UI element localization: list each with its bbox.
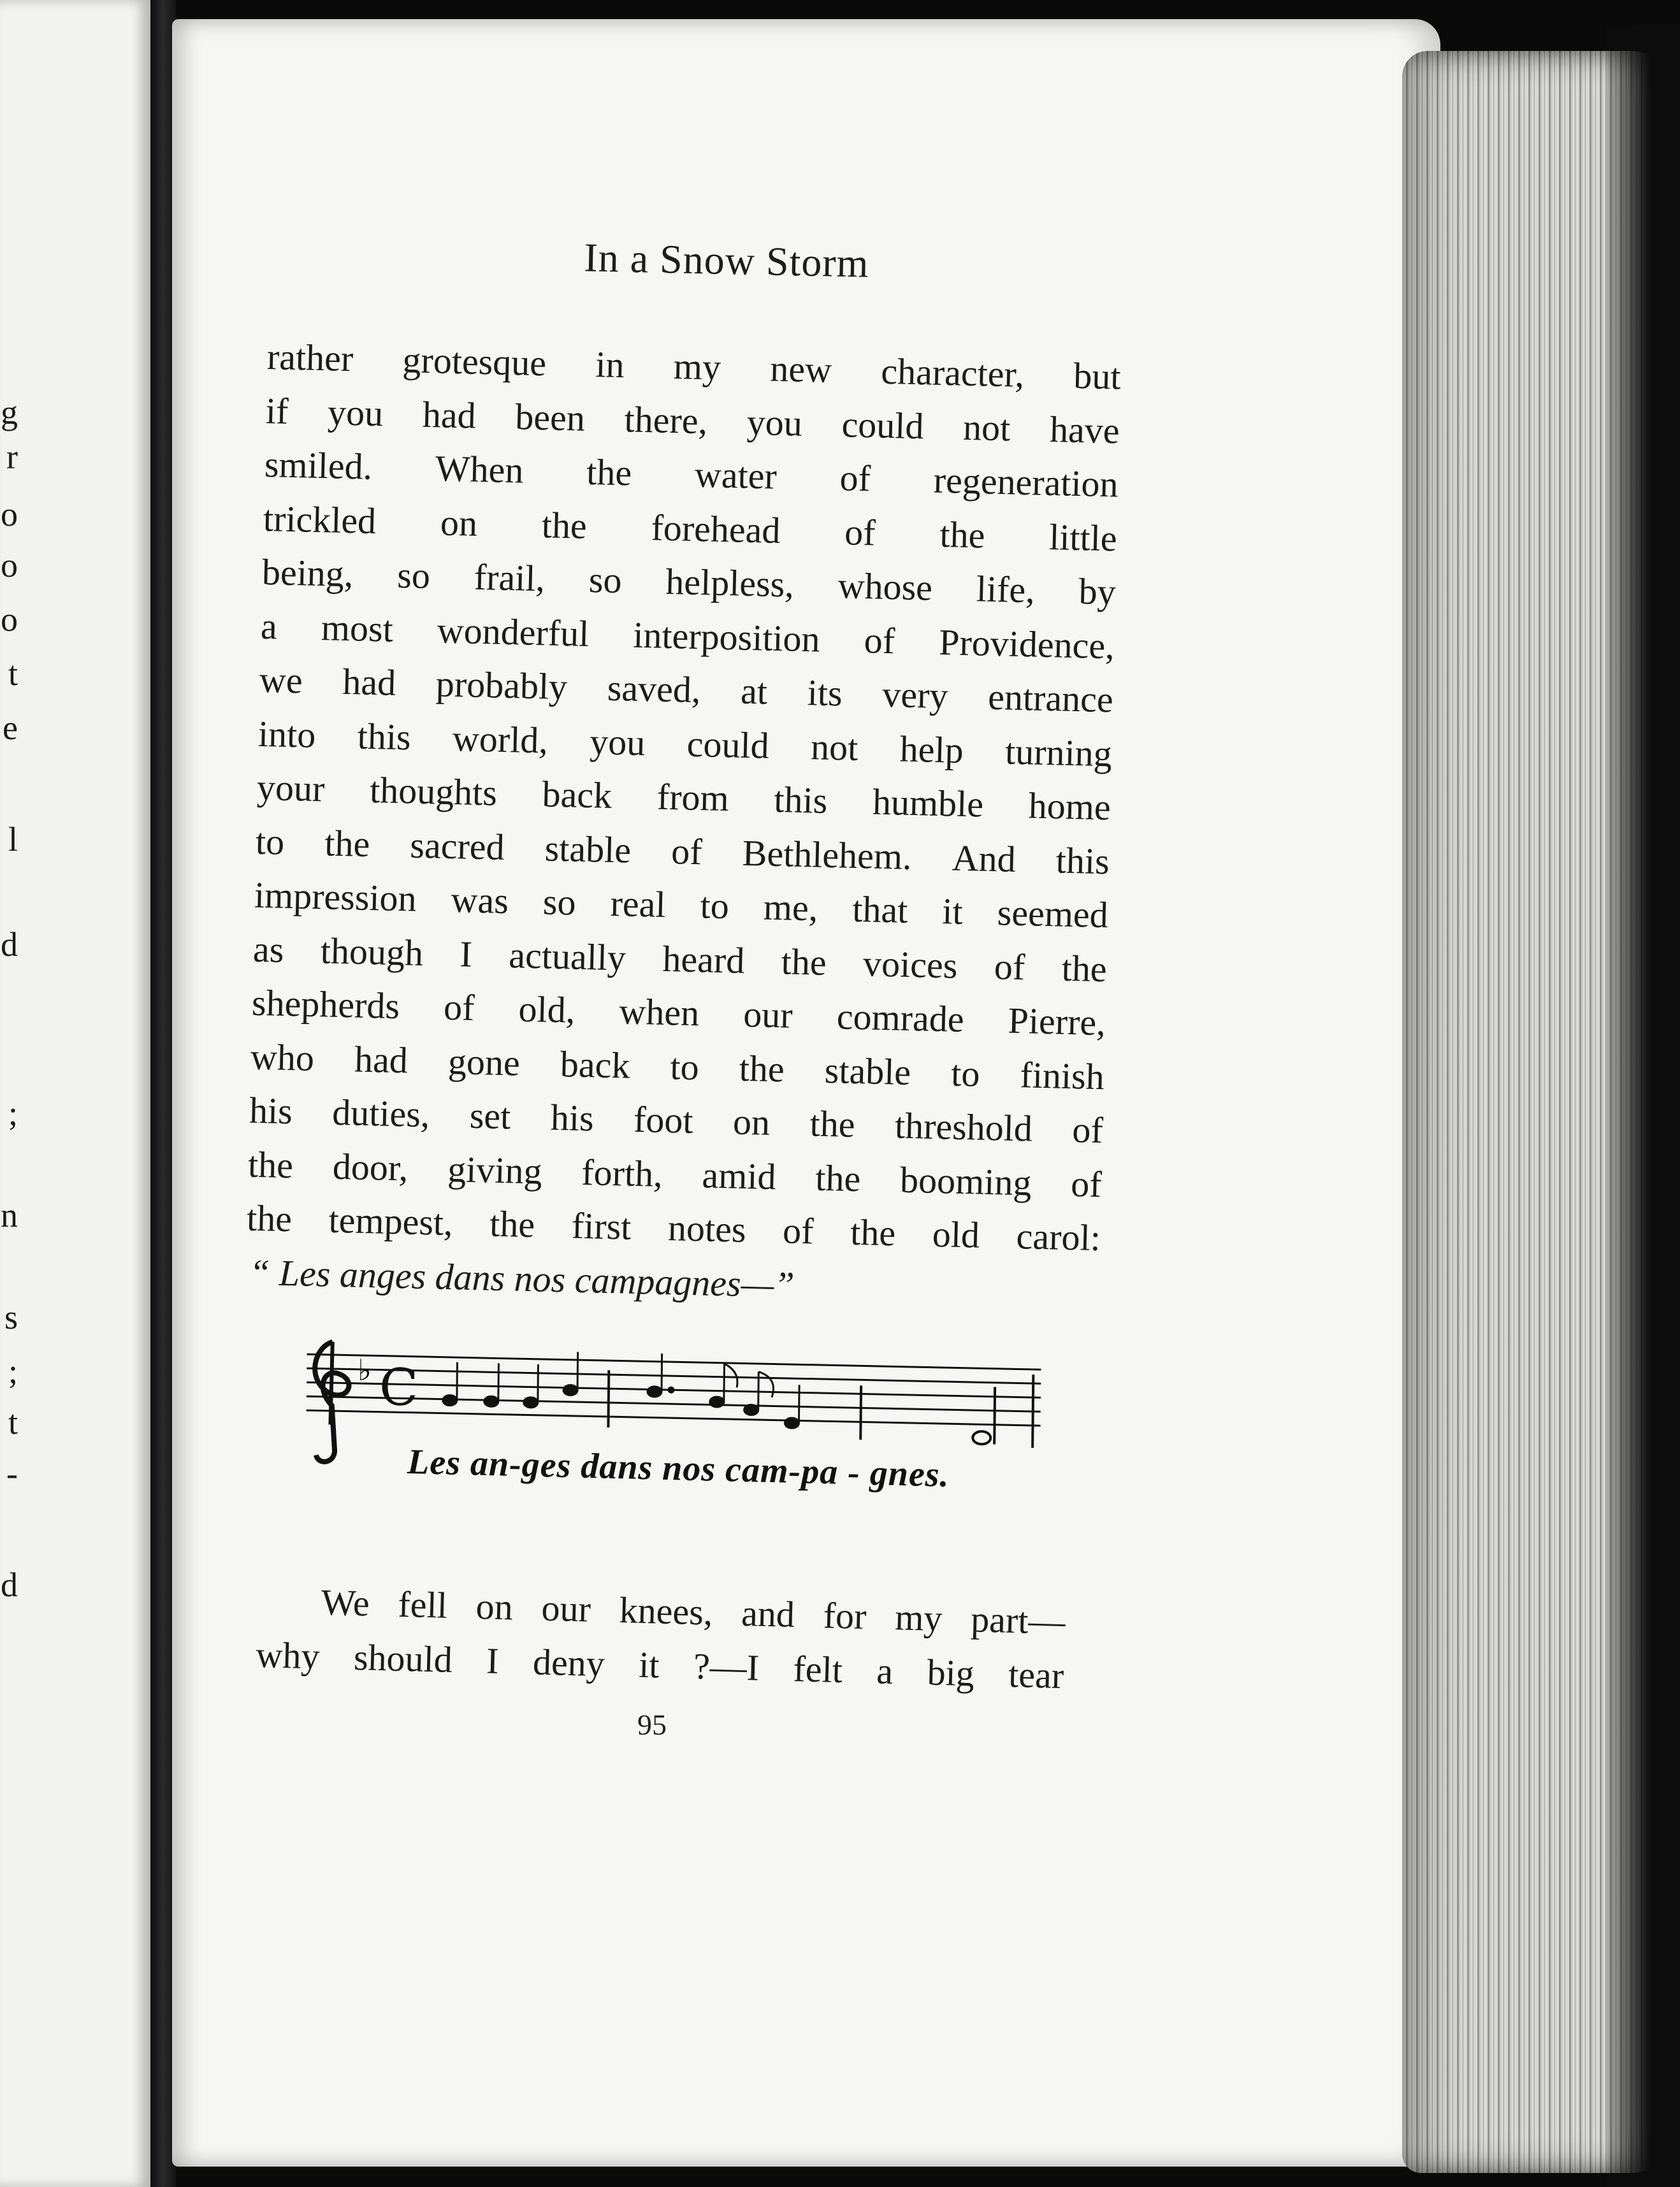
word: my	[894, 1596, 943, 1640]
word: character,	[880, 350, 1025, 395]
word: you	[589, 720, 646, 763]
edge-char: o	[1, 600, 18, 639]
word: there,	[623, 398, 708, 442]
word: tempest,	[328, 1199, 454, 1244]
word: stable	[544, 826, 632, 871]
key-signature: ♭	[358, 1353, 372, 1388]
word: the	[809, 1102, 856, 1146]
word: sacred	[409, 823, 505, 868]
edge-char: g	[1, 393, 18, 431]
edge-char: d	[1, 925, 18, 964]
word: entrance	[987, 675, 1114, 721]
word: deny	[532, 1640, 605, 1684]
word: knees,	[618, 1589, 714, 1633]
word: grotesque	[402, 339, 547, 384]
word: home	[1028, 784, 1112, 828]
word: We	[321, 1581, 370, 1624]
word: into	[257, 712, 317, 756]
dot	[669, 1387, 674, 1392]
word: the	[247, 1143, 294, 1186]
word: on	[732, 1101, 771, 1143]
word: a	[876, 1649, 894, 1692]
word: back	[541, 773, 612, 816]
word: the	[541, 503, 588, 547]
word: this	[357, 715, 412, 758]
word: so	[396, 554, 431, 597]
word: of	[782, 1209, 815, 1252]
word: I	[486, 1639, 500, 1682]
word: my	[673, 345, 721, 388]
edge-char: ;	[8, 1352, 18, 1390]
word: to	[950, 1052, 981, 1095]
word: When	[435, 447, 525, 491]
music-lyric: Les an-ges dans nos cam-pa - gnes.	[407, 1441, 950, 1495]
word: interposition	[632, 614, 821, 660]
word: on	[440, 501, 478, 544]
word: humble	[872, 781, 984, 825]
word: for	[822, 1594, 867, 1637]
word: why	[255, 1633, 321, 1677]
word: this	[1055, 839, 1110, 882]
music-notation	[293, 1329, 1046, 1527]
edge-char: n	[1, 1196, 18, 1234]
word: tear	[1008, 1653, 1065, 1696]
word: the	[781, 940, 827, 983]
word: had	[354, 1038, 409, 1081]
note	[648, 1387, 662, 1397]
word: the	[739, 1047, 785, 1090]
word: could	[686, 723, 770, 767]
word: heard	[662, 937, 746, 981]
edge-char: s	[4, 1298, 18, 1336]
word: not	[962, 406, 1011, 449]
word: rather	[266, 335, 354, 380]
word: duties,	[331, 1091, 431, 1136]
word: though	[320, 929, 424, 974]
word: it	[941, 890, 964, 932]
word: first	[571, 1204, 632, 1248]
edge-char: o	[1, 546, 18, 584]
word: threshold	[894, 1104, 1033, 1150]
note	[524, 1397, 538, 1408]
word: by	[1078, 570, 1117, 613]
word: to	[699, 884, 730, 927]
edge-char: d	[1, 1566, 18, 1604]
word: I	[459, 932, 473, 975]
word: of	[1070, 1162, 1103, 1205]
word: turning	[1004, 730, 1113, 774]
word: you	[746, 401, 803, 444]
page-number: 95	[637, 1708, 667, 1741]
word: this	[773, 778, 829, 821]
word: old	[932, 1213, 980, 1256]
word: should	[353, 1636, 453, 1680]
word: foot	[633, 1098, 694, 1142]
word: and	[741, 1592, 795, 1636]
flag	[724, 1364, 737, 1387]
word: forth,	[581, 1151, 663, 1195]
word: its	[807, 672, 843, 714]
word: we	[259, 658, 303, 702]
word: world,	[452, 717, 549, 761]
word: the	[586, 451, 632, 494]
word: the	[246, 1197, 293, 1240]
word: the	[324, 821, 371, 865]
word: voices	[862, 942, 959, 986]
word: of	[994, 945, 1026, 988]
word: could	[841, 403, 925, 447]
word: to	[669, 1045, 700, 1088]
edge-char: l	[8, 820, 18, 858]
word: his	[249, 1089, 293, 1132]
word: when	[618, 990, 700, 1034]
word: real	[609, 882, 667, 925]
word: gone	[447, 1040, 521, 1084]
notes	[442, 1350, 1033, 1448]
word: stable	[824, 1049, 911, 1093]
word: of	[443, 986, 475, 1029]
word: back	[560, 1043, 631, 1086]
word: not	[810, 725, 859, 769]
word: have	[1049, 408, 1120, 452]
edge-char: -	[6, 1454, 18, 1492]
word: at	[740, 670, 768, 712]
word: on	[475, 1585, 514, 1628]
word: the	[850, 1211, 896, 1254]
word: And	[952, 837, 1017, 880]
note	[443, 1395, 457, 1405]
word: probably	[435, 663, 568, 708]
note	[785, 1418, 799, 1428]
word: life,	[976, 568, 1036, 611]
word: saved,	[607, 667, 702, 711]
word: actually	[508, 934, 626, 979]
treble-clef-icon	[314, 1341, 350, 1462]
word: but	[1073, 354, 1122, 398]
edge-char: o	[1, 495, 18, 533]
word: the	[489, 1202, 535, 1246]
word: had	[342, 660, 396, 704]
barline	[608, 1370, 609, 1427]
edge-char: ;	[8, 1094, 18, 1132]
word: frail,	[474, 556, 546, 600]
word: set	[469, 1094, 512, 1137]
word: giving	[447, 1148, 543, 1192]
word: that	[851, 888, 909, 931]
barline	[1032, 1375, 1033, 1448]
word: of	[844, 510, 876, 554]
book-shadow	[1606, 25, 1680, 2187]
word: fell	[397, 1583, 448, 1626]
word: shepherds	[251, 981, 400, 1027]
word: part—	[970, 1598, 1066, 1643]
note	[744, 1404, 758, 1415]
word: your	[256, 766, 326, 810]
word: booming	[899, 1158, 1032, 1204]
word: felt	[792, 1647, 843, 1691]
word: who	[250, 1036, 315, 1079]
word: carol:	[1016, 1215, 1101, 1259]
word: a	[260, 605, 278, 647]
carol-quote: “ Les anges dans nos campagnes—”	[249, 1251, 795, 1306]
note	[484, 1396, 498, 1406]
word: Pierre,	[1007, 999, 1106, 1044]
word: whose	[837, 565, 933, 609]
word: of	[864, 619, 895, 661]
word: ?—I	[693, 1645, 760, 1689]
word: comrade	[836, 995, 965, 1041]
word: if	[265, 389, 289, 432]
word: to	[255, 820, 285, 863]
word: been	[514, 395, 586, 439]
word: as	[252, 928, 285, 971]
continuation-text	[256, 1574, 1066, 1703]
word: Bethlehem.	[742, 832, 913, 877]
word: forehead	[650, 506, 781, 551]
word: had	[422, 393, 477, 437]
time-signature: C	[379, 1357, 419, 1418]
barline	[994, 1387, 995, 1445]
word: help	[899, 728, 964, 771]
edge-char: r	[6, 438, 18, 476]
word: our	[742, 993, 793, 1036]
word: the	[939, 513, 986, 556]
word: wonderful	[437, 609, 590, 654]
music-staff	[293, 1329, 1046, 1527]
previous-page	[0, 0, 150, 2187]
word: helpless,	[665, 560, 795, 605]
flag	[758, 1372, 774, 1397]
word: being,	[261, 551, 354, 595]
word: of	[670, 830, 703, 872]
word: me,	[763, 886, 819, 929]
word: the	[815, 1157, 862, 1199]
word: impression	[254, 874, 417, 920]
word: very	[881, 673, 949, 717]
word: his	[550, 1096, 595, 1139]
word: Providence,	[938, 621, 1115, 667]
body-text	[245, 330, 1121, 1319]
word: new	[769, 347, 832, 391]
word: thoughts	[369, 769, 498, 814]
word: door,	[332, 1145, 409, 1189]
running-head: In a Snow Storm	[583, 235, 870, 286]
word: so	[542, 881, 577, 923]
barline	[860, 1385, 861, 1440]
word: smiled.	[264, 443, 373, 487]
word: water	[694, 453, 778, 497]
word: you	[327, 391, 384, 434]
word: regeneration	[933, 459, 1119, 505]
edge-char: t	[8, 654, 18, 693]
word: the	[1061, 947, 1108, 990]
half-note	[973, 1431, 990, 1444]
word: big	[926, 1651, 975, 1694]
previous-page-edge-text	[0, 0, 25, 2187]
word: in	[595, 343, 625, 386]
word: most	[321, 606, 394, 650]
word: trickled	[263, 497, 377, 542]
word: old,	[518, 988, 576, 1031]
word: from	[656, 776, 730, 819]
word: finish	[1019, 1053, 1105, 1097]
note	[710, 1397, 724, 1407]
word: little	[1048, 516, 1118, 559]
word: notes	[667, 1207, 747, 1251]
edge-char: e	[3, 709, 18, 747]
word: of	[1071, 1109, 1104, 1151]
word: our	[540, 1587, 591, 1630]
word: so	[588, 558, 623, 602]
word: was	[450, 879, 509, 922]
word: amid	[701, 1153, 777, 1197]
edge-char: t	[8, 1403, 18, 1441]
word: of	[839, 457, 871, 500]
word: it	[638, 1643, 660, 1686]
word: seemed	[997, 891, 1109, 936]
note	[563, 1385, 577, 1395]
